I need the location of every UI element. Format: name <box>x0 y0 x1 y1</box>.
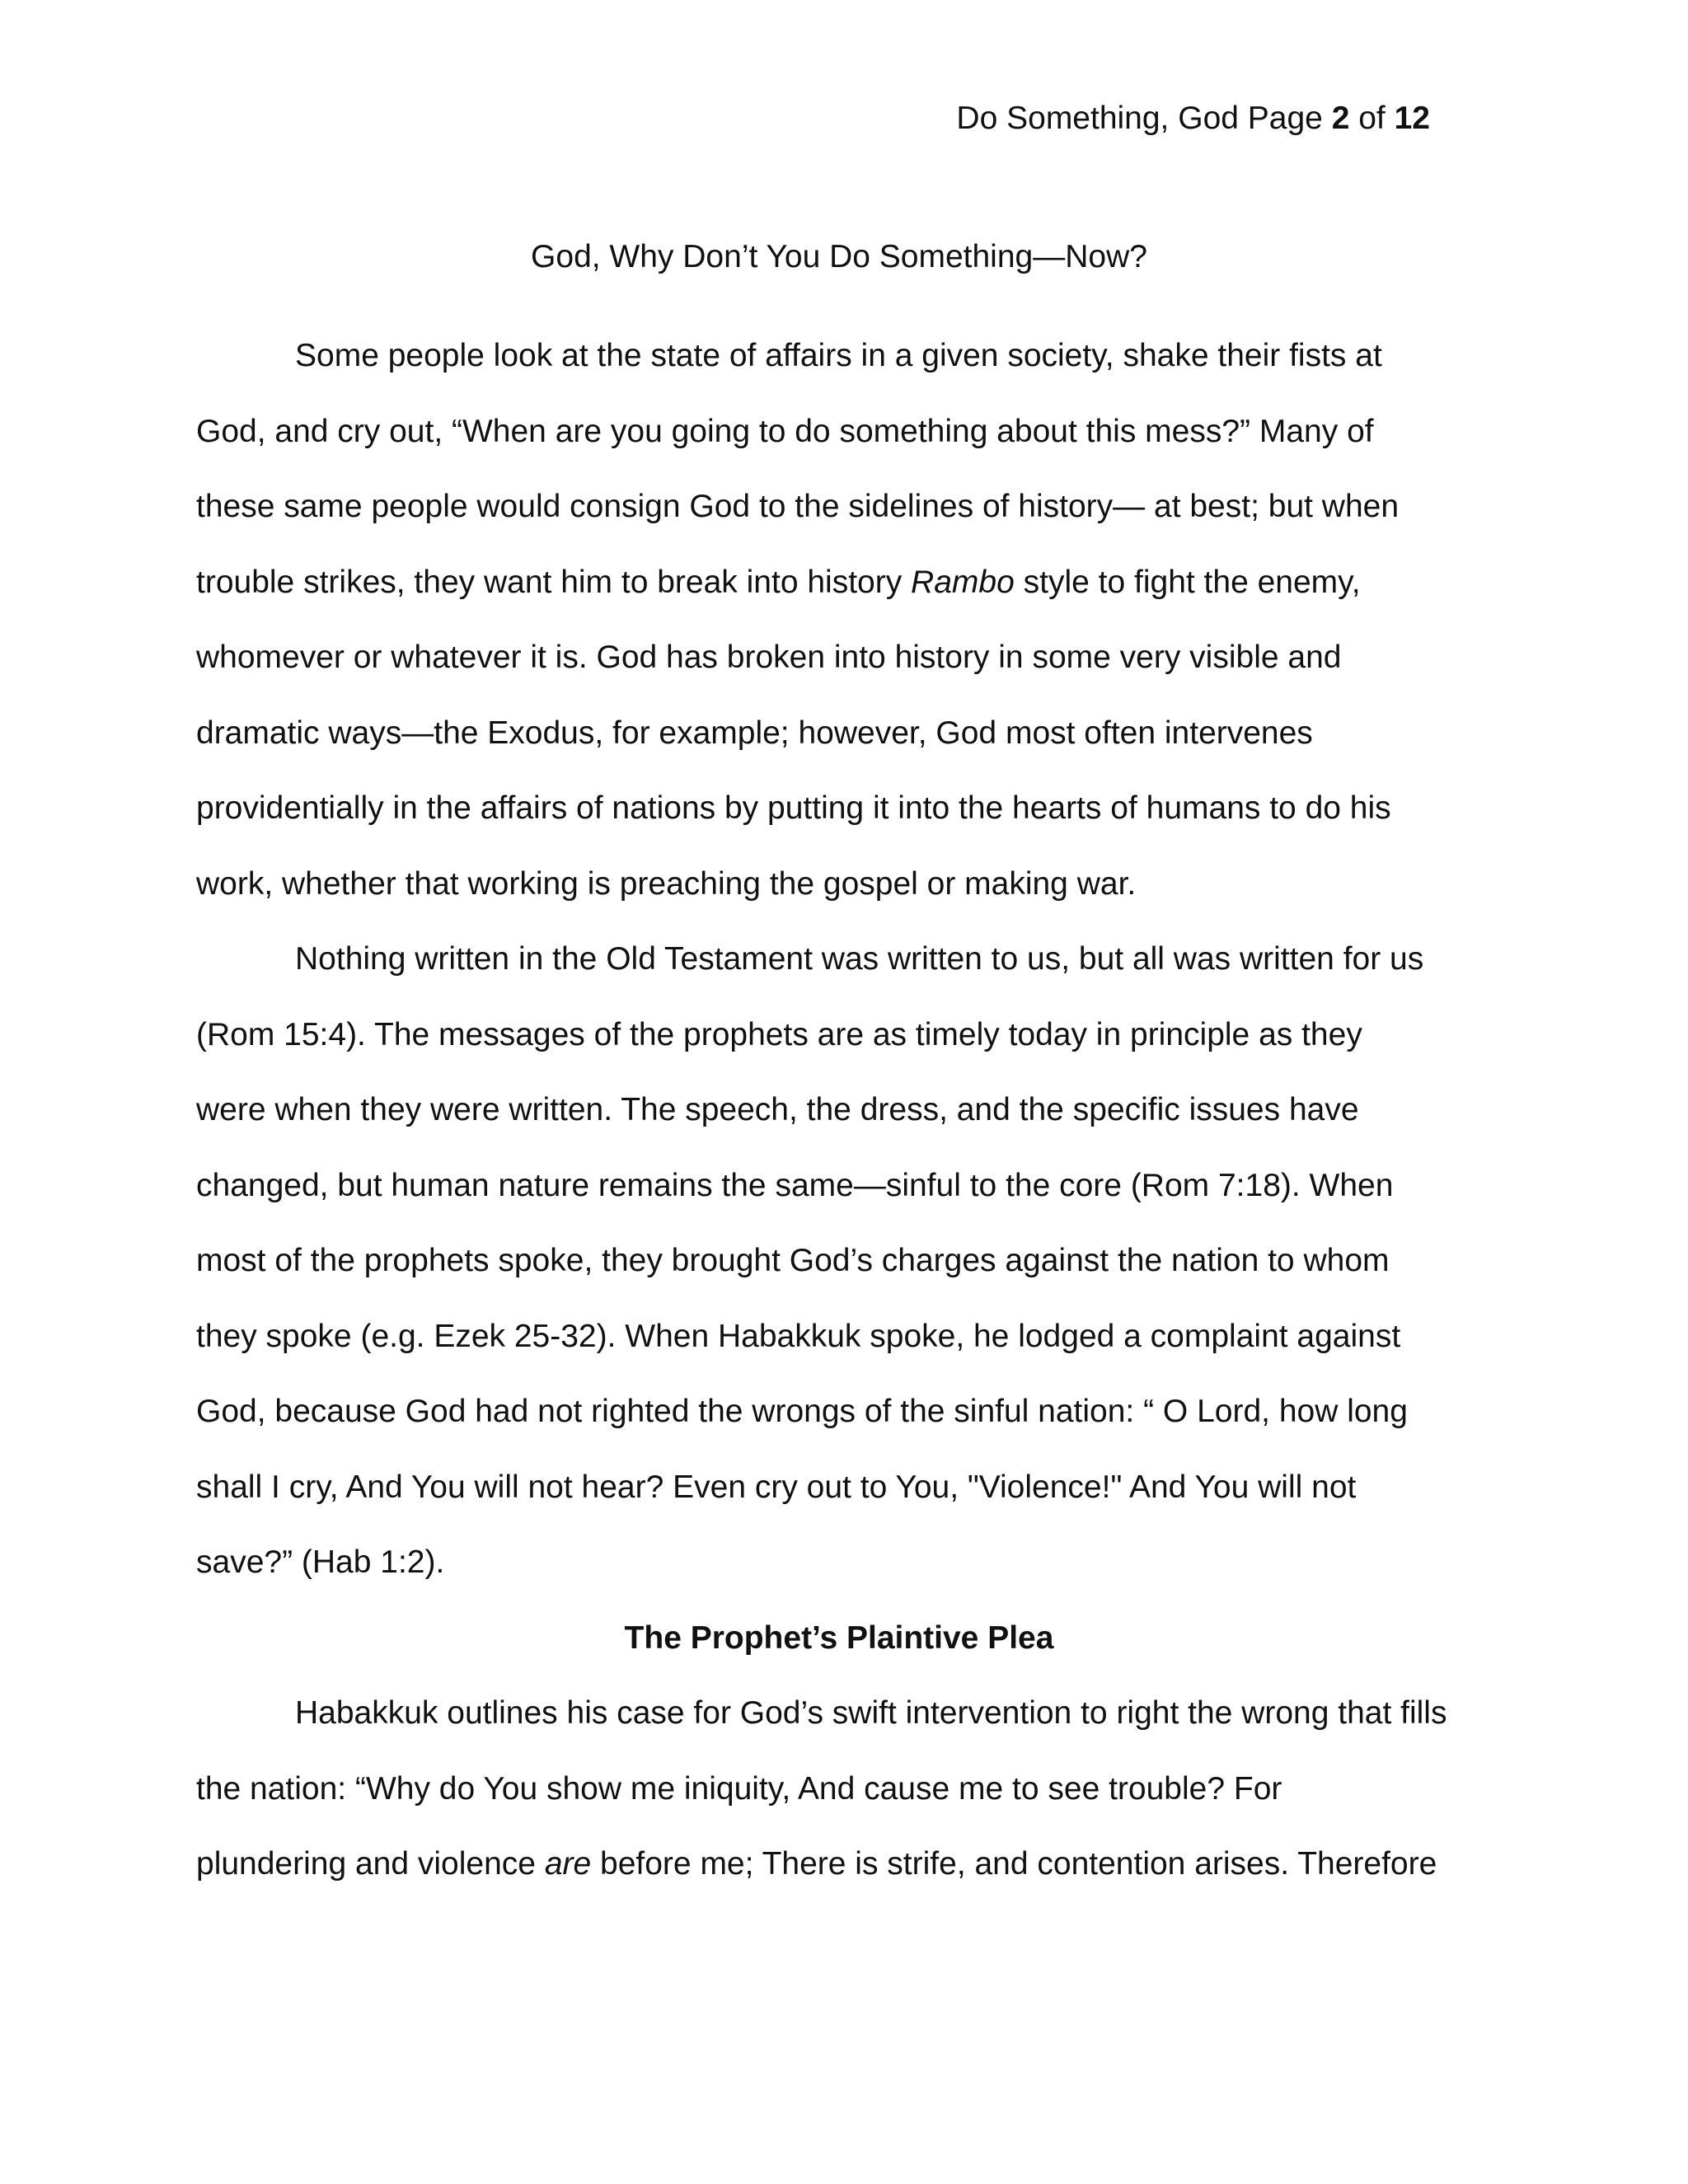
document-title: God, Why Don’t You Do Something—Now? <box>531 239 1147 274</box>
paragraph-line: Some people look at the state of affairs in a given society, shake their fists at <box>295 338 1382 373</box>
paragraph-line: dramatic ways—the Exodus, for example; however, God most often intervenes <box>196 715 1313 751</box>
paragraph-line: providentially in the affairs of nations by putting it into the hearts of humans to do his <box>196 790 1391 826</box>
header-of: of <box>1349 101 1395 136</box>
paragraph-line: shall I cry, And You will not hear? Even cry out to You, "Violence!" And You will not <box>196 1469 1357 1505</box>
running-header <box>956 94 1430 143</box>
line-text: before me; There is strife, and contention arises. Therefore <box>591 1846 1437 1882</box>
paragraph-line <box>196 1826 1482 1902</box>
paragraph-line: save?” (Hab 1:2). <box>196 1544 445 1580</box>
section-heading: The Prophet’s Plaintive Plea <box>624 1619 1054 1656</box>
paragraph-line: they spoke (e.g. Ezek 25-32). When Habakkuk spoke, he lodged a complaint against <box>196 1318 1401 1354</box>
header-page-total: 12 <box>1394 101 1430 136</box>
paragraph-line: God, and cry out, “When are you going to do something about this mess?” Many of <box>196 413 1374 449</box>
header-page-current: 2 <box>1331 101 1350 136</box>
paragraph-line: whomever or whatever it is. God has broken into history in some very visible and <box>196 640 1342 675</box>
paragraph-line: God, because God had not righted the wrongs of the sinful nation: “ O Lord, how long <box>196 1394 1408 1429</box>
line-text: trouble strikes, they want him to break into history <box>196 564 912 600</box>
document-body <box>196 232 1482 1902</box>
paragraph-line: the nation: “Why do You show me iniquity, And cause me to see trouble? For <box>196 1770 1282 1807</box>
paragraph-line: Nothing written in the Old Testament was written to us, but all was written for us <box>295 941 1424 977</box>
paragraph-line: work, whether that working is preaching the gospel or making war. <box>196 865 1137 902</box>
paragraph-2 <box>196 921 1482 1601</box>
paragraph-line: changed, but human nature remains the same—sinful to the core (Rom 7:18). When <box>196 1167 1394 1203</box>
header-title: Do Something, God Page <box>956 101 1332 136</box>
paragraph-1 <box>196 318 1482 921</box>
paragraph-line: these same people would consign God to the sidelines of history— at best; but when <box>196 489 1400 524</box>
paragraph-line: (Rom 15:4). The messages of the prophets are as timely today in principle as they <box>196 1016 1362 1052</box>
paragraph-3 <box>196 1675 1482 1902</box>
paragraph-line: Habakkuk outlines his case for God’s swift intervention to right the wrong that fills <box>295 1695 1447 1731</box>
paragraph-line: most of the prophets spoke, they brought God’s charges against the nation to whom <box>196 1243 1390 1278</box>
paragraph-line <box>196 545 1482 621</box>
italic-word-are: are <box>544 1846 592 1882</box>
italic-title-rambo: Rambo <box>911 564 1015 600</box>
paragraph-line: were when they were written. The speech, the dress, and the specific issues have <box>196 1092 1359 1127</box>
line-text: plundering and violence <box>196 1846 545 1882</box>
line-text: style to fight the enemy, <box>1014 564 1361 600</box>
